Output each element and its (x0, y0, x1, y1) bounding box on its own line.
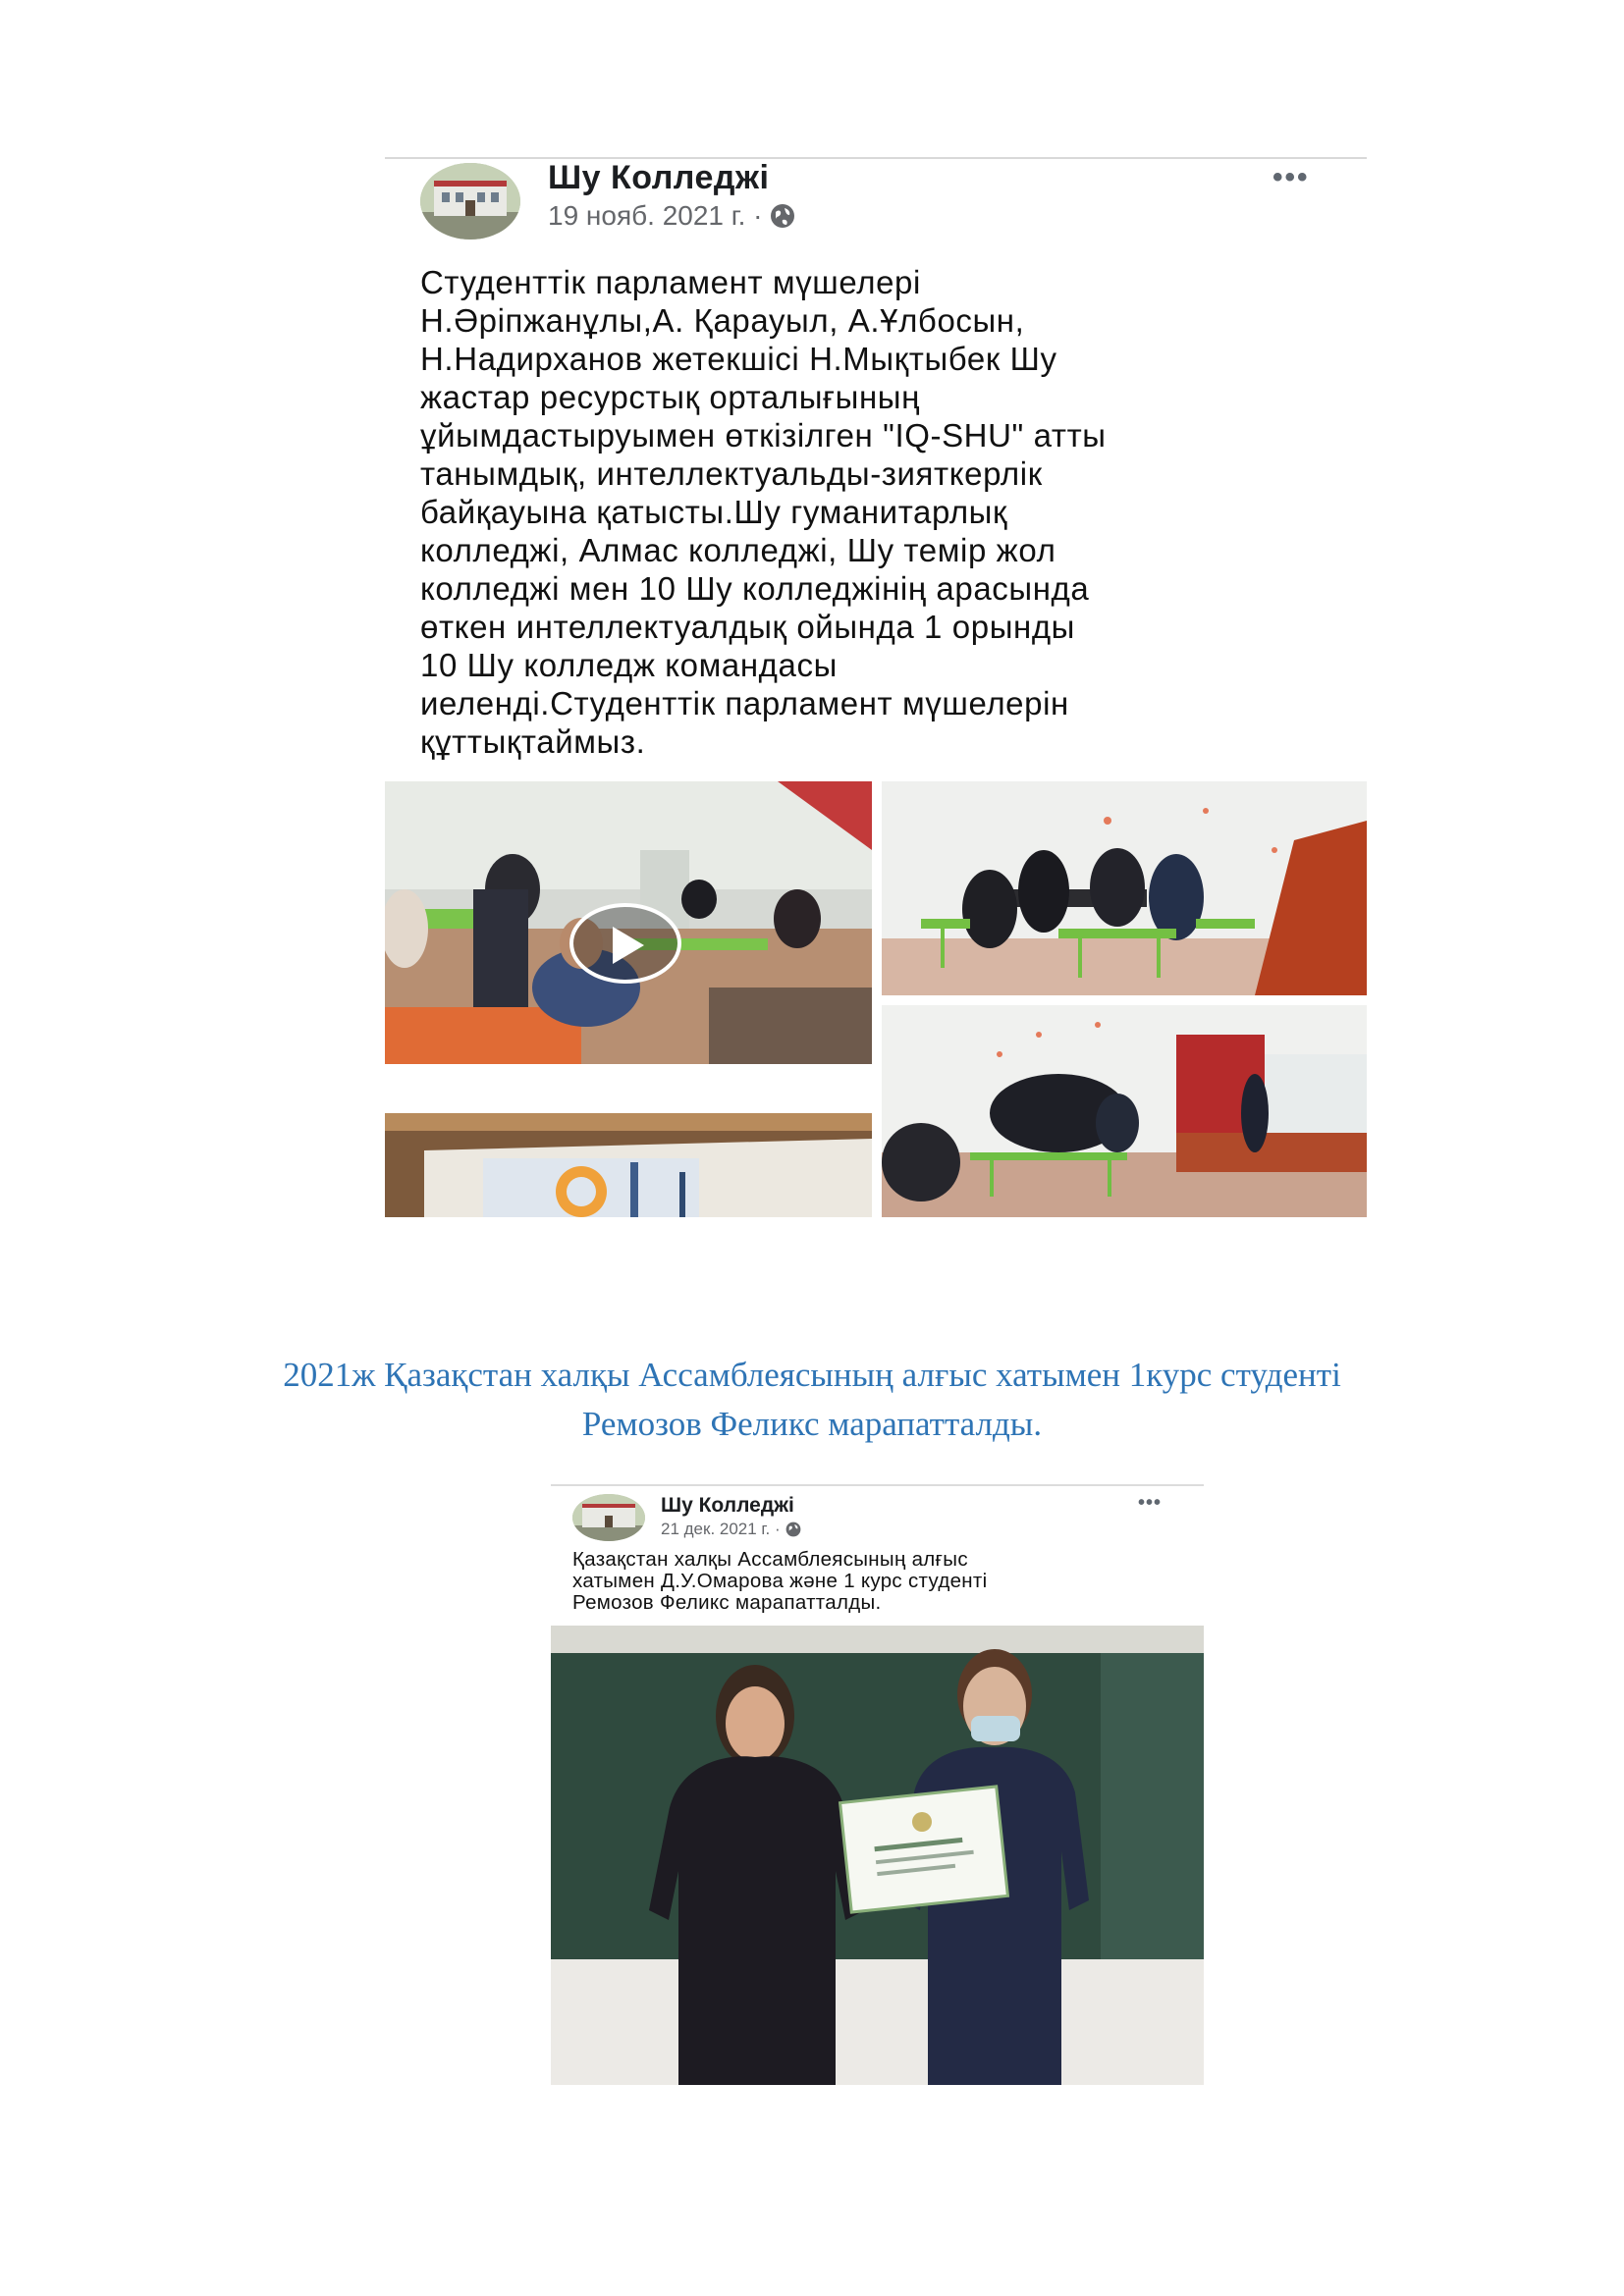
post-date-text[interactable]: 19 нояб. 2021 г. · (548, 200, 763, 231)
facebook-post-award (551, 1484, 1204, 2085)
play-button-icon[interactable] (569, 903, 681, 984)
caption-line-2: Ремозов Феликс марапатталды. (581, 1405, 1043, 1443)
more-options-icon[interactable]: ••• (1138, 1492, 1163, 1514)
facebook-post-iq-shu (385, 157, 1367, 1217)
college-avatar[interactable] (572, 1494, 645, 1541)
award-photo[interactable] (551, 1626, 1204, 2085)
post-text: Қазақстан халқы Ассамблеясының алғыс хатымен Д.У.Омарова және 1 курс студенті Ремозов Феликс марапатталды. (572, 1548, 988, 1614)
post-divider (551, 1484, 1204, 1486)
post-photo[interactable] (882, 1005, 1367, 1217)
video-thumbnail[interactable] (385, 781, 872, 1064)
post-author[interactable]: Шу Колледжі (661, 1494, 794, 1517)
post-date-text[interactable]: 21 дек. 2021 г. · (661, 1520, 781, 1538)
post-date[interactable] (548, 200, 795, 232)
globe-icon (785, 1522, 801, 1537)
post-photo[interactable] (882, 781, 1367, 995)
more-options-icon[interactable]: ••• (1272, 161, 1310, 193)
post-author[interactable]: Шу Колледжі (548, 159, 770, 196)
award-caption (196, 1351, 1428, 1449)
globe-icon (770, 203, 795, 229)
college-avatar[interactable] (420, 163, 520, 240)
post-date[interactable] (661, 1520, 801, 1539)
post-divider (385, 157, 1367, 159)
post-photo[interactable] (385, 1113, 872, 1217)
caption-line-1: 2021ж Қазақстан халқы Ассамблеясының алғыс хатымен 1курс студенті (283, 1356, 1341, 1394)
post-text: Студенттік парламент мүшелері Н.Әріпжанұлы,А. Қарауыл, А.Ұлбосын, Н.Надирханов жетекшісі Н.Мықтыбек Шу жастар ресурстық орталығының ұйымдастыруымен өткізілген "IQ-SHU" атты танымдық, интеллектуальды-зияткерлік байқауына қатысты.Шу гуманитарлық колледжі, Алмас колледжі, Шу темір жол колледжі мен 10 Шу колледжінің арасында өткен интеллектуалдық ойында 1 орынды 10 Шу колледж командасы иеленді.Студенттік парламент мүшелерін құттықтаймыз. (420, 264, 1107, 760)
